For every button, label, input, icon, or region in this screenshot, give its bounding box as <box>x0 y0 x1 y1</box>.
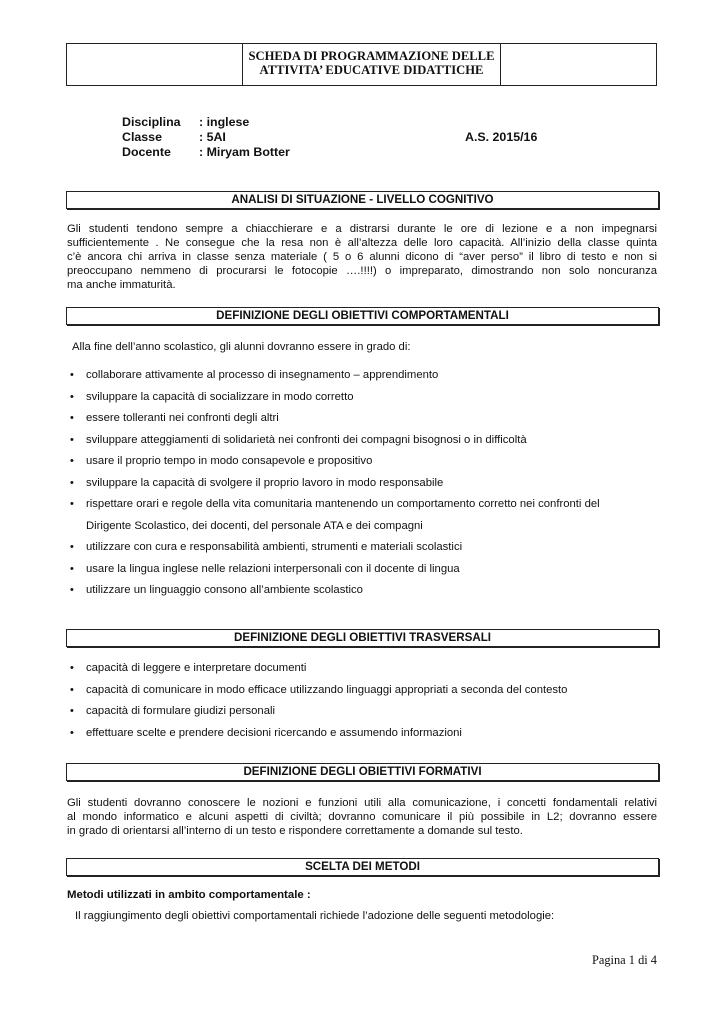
formativi-line-1: Gli studenti dovranno conoscere le nozioni e funzioni utili alla comunicazione, i concetti fondamentali relativi <box>67 797 657 809</box>
list-item-continuation: Dirigente Scolastico, dei docenti, del personale ATA e dei compagni <box>86 519 423 532</box>
title-line-2: ATTIVITA’ EDUCATIVE DIDATTICHE <box>259 63 484 77</box>
list-item: • collaborare attivamente al processo di insegnamento – apprendimento <box>70 369 439 381</box>
trasversali-list <box>67 658 662 744</box>
school-year: A.S. 2015/16 <box>465 130 538 144</box>
page-number: Pagina 1 di 4 <box>591 953 657 967</box>
section-trasversali-title: DEFINIZIONE DEGLI OBIETTIVI TRASVERSALI <box>66 629 659 647</box>
header-cell-left <box>67 44 243 85</box>
docente-value: : Miryam Botter <box>199 145 290 159</box>
section-formativi-title: DEFINIZIONE DEGLI OBIETTIVI FORMATIVI <box>66 763 659 781</box>
formativi-line-3: in grado di orientarsi all’interno di un testo e rispondere correttamente a domande sul testo. <box>67 825 523 837</box>
section-comportamentali-title: DEFINIZIONE DEGLI OBIETTIVI COMPORTAMENTALI <box>66 307 659 325</box>
disciplina-row <box>122 115 449 130</box>
header-cell-right <box>501 44 656 85</box>
list-item: • effettuare scelte e prendere decisioni ricercando e assumendo informazioni <box>70 726 462 739</box>
comportamentali-intro: Alla fine dell’anno scolastico, gli alunni dovranno essere in grado di: <box>72 341 411 353</box>
list-item: • capacità di leggere e interpretare documenti <box>70 662 307 674</box>
list-item: • sviluppare la capacità di socializzare in modo corretto <box>70 390 354 403</box>
disciplina-value: : inglese <box>199 115 250 129</box>
disciplina-label: Disciplina <box>122 115 181 129</box>
list-item: • capacità di formulare giudizi personali <box>70 705 276 717</box>
analisi-line-2: sufficientemente . Ne consegue che la resa non è all’altezza delle loro capacità. All’inizio della classe quinta <box>67 237 657 249</box>
header-table <box>66 43 657 86</box>
classe-label: Classe <box>122 130 162 144</box>
section-analisi-title: ANALISI DI SITUAZIONE - LIVELLO COGNITIVO <box>66 191 659 209</box>
docente-row <box>122 145 449 160</box>
analisi-line-5: ma anche immaturità. <box>67 279 176 291</box>
section-metodi-title: SCELTA DEI METODI <box>66 858 659 876</box>
metodi-line: Il raggiungimento degli obiettivi comportamentali richiede l’adozione delle seguenti metodologie: <box>75 910 555 922</box>
docente-label: Docente <box>122 145 171 159</box>
analisi-line-4: preoccupano nemmeno di procurarsi le fotocopie ….!!!!) o impreparato, dimostrando non solo noncuranza <box>67 265 657 277</box>
title-line-1: SCHEDA DI PROGRAMMAZIONE DELLE <box>248 49 495 63</box>
analisi-paragraph <box>67 222 657 292</box>
formativi-paragraph <box>67 796 657 838</box>
comportamentali-list <box>67 365 662 602</box>
list-item: • sviluppare atteggiamenti di solidarietà nei confronti dei compagni bisognosi o in difficoltà <box>70 433 527 446</box>
list-item: • usare il proprio tempo in modo consapevole e propositivo <box>70 455 373 467</box>
classe-value: : 5AI <box>199 130 226 144</box>
list-item: • capacità di comunicare in modo efficace utilizzando linguaggi appropriati a seconda del contesto <box>70 683 568 696</box>
list-item: • utilizzare con cura e responsabilità ambienti, strumenti e materiali scolastici <box>70 541 463 553</box>
document-title <box>243 44 501 85</box>
analisi-line-3: c’è ancora chi arriva in classe senza materiale ( 5 o 6 alunni dicono di “aver perso” il libro di testo e non si <box>67 251 657 263</box>
list-item: • rispettare orari e regole della vita comunitaria mantenendo un comportamento corretto nei confronti del Dirigente Scolastico, dei docenti, del personale ATA e dei compagni <box>67 494 662 537</box>
classe-row <box>122 130 449 145</box>
analisi-line-1: Gli studenti tendono sempre a chiacchierare e a distrarsi durante le ore di lezione e a non impegnarsi <box>67 223 657 235</box>
formativi-line-2: al mondo informatico e alcuni aspetti di civiltà; dovranno comunicare il più possibile in L2; dovranno essere <box>67 811 657 823</box>
metodi-subtitle: Metodi utilizzati in ambito comportamentale : <box>67 889 311 901</box>
list-item: • essere tolleranti nei confronti degli altri <box>70 412 279 424</box>
list-item: • usare la lingua inglese nelle relazioni interpersonali con il docente di lingua <box>70 562 460 575</box>
list-item: • utilizzare un linguaggio consono all’ambiente scolastico <box>70 584 363 596</box>
list-item: • sviluppare la capacità di svolgere il proprio lavoro in modo responsabile <box>70 476 444 489</box>
info-block <box>122 115 449 160</box>
